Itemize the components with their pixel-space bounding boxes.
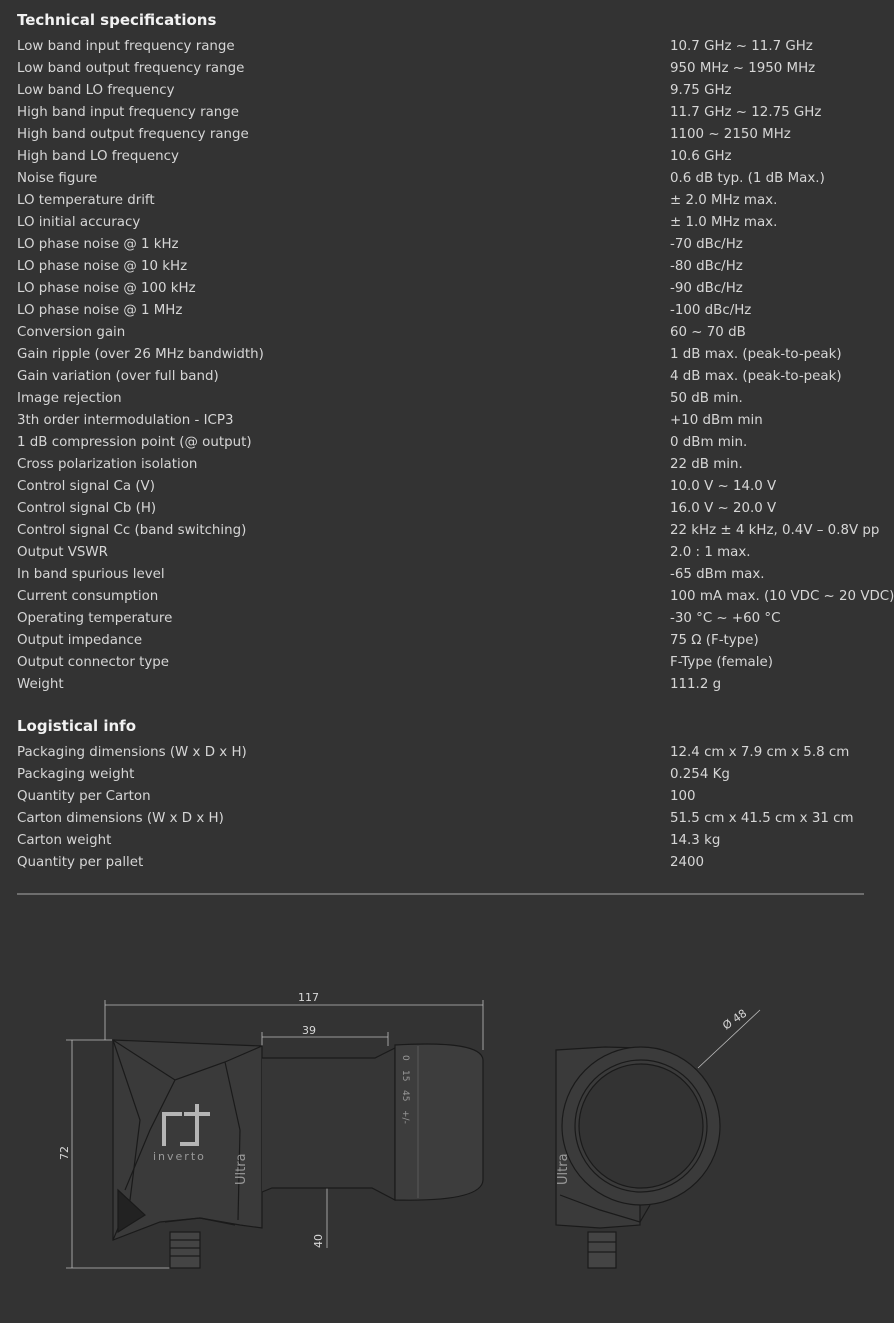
spec-value: 16.0 V ~ 20.0 V — [670, 501, 777, 516]
spec-label: Output VSWR — [17, 545, 108, 560]
spec-label: Conversion gain — [17, 325, 126, 340]
spec-row — [17, 432, 864, 454]
dim-body-label: 39 — [302, 1024, 316, 1037]
spec-value: ± 2.0 MHz max. — [670, 193, 778, 208]
spec-value: 4 dB max. (peak-to-peak) — [670, 369, 842, 384]
spec-value: -100 dBc/Hz — [670, 303, 752, 318]
spec-value: 11.7 GHz ~ 12.75 GHz — [670, 105, 822, 120]
spec-label: LO temperature drift — [17, 193, 155, 208]
spec-row — [17, 278, 864, 300]
spec-row — [17, 300, 864, 322]
spec-row — [17, 366, 864, 388]
spec-label: Gain ripple (over 26 MHz bandwidth) — [17, 347, 264, 362]
spec-value: 1100 ~ 2150 MHz — [670, 127, 791, 142]
spec-value: 0.6 dB typ. (1 dB Max.) — [670, 171, 825, 186]
spec-value: +10 dBm min — [670, 413, 763, 428]
spec-row — [17, 454, 864, 476]
spec-label: Cross polarization isolation — [17, 457, 198, 472]
spec-value: 2400 — [670, 855, 705, 870]
spec-label: Quantity per Carton — [17, 789, 151, 804]
spec-value: 0 dBm min. — [670, 435, 748, 450]
spec-row — [17, 498, 864, 520]
spec-value: 22 kHz ± 4 kHz, 0.4V – 0.8V pp — [670, 523, 880, 538]
technical-specifications-title: Technical specifications — [17, 11, 217, 29]
spec-label: Output impedance — [17, 633, 143, 648]
spec-label: Low band LO frequency — [17, 83, 175, 98]
spec-value: -80 dBc/Hz — [670, 259, 743, 274]
spec-label: Weight — [17, 677, 64, 692]
spec-label: LO initial accuracy — [17, 215, 141, 230]
lnb-technical-drawing — [0, 960, 864, 1323]
spec-label: Current consumption — [17, 589, 159, 604]
scale-mark-0: 0 — [400, 1055, 410, 1061]
spec-row — [17, 168, 864, 190]
spec-value: 51.5 cm x 41.5 cm x 31 cm — [670, 811, 854, 826]
spec-value: 9.75 GHz — [670, 83, 732, 98]
spec-row — [17, 146, 864, 168]
spec-row — [17, 190, 864, 212]
spec-row — [17, 542, 864, 564]
spec-label: Low band output frequency range — [17, 61, 245, 76]
dim-height-label: 72 — [58, 1146, 71, 1160]
spec-label: High band LO frequency — [17, 149, 179, 164]
dim-diameter-label: Ø 48 — [720, 1006, 750, 1033]
spec-label: Control signal Cc (band switching) — [17, 523, 247, 538]
spec-label: Noise figure — [17, 171, 98, 186]
spec-row — [17, 322, 864, 344]
brand-logo-text: inverto — [153, 1150, 206, 1163]
spec-label: Image rejection — [17, 391, 122, 406]
spec-label: Control signal Cb (H) — [17, 501, 157, 516]
spec-row — [17, 388, 864, 410]
spec-row — [17, 58, 864, 80]
scale-mark-15: 15 — [400, 1070, 410, 1082]
dim-total-width-label: 117 — [298, 991, 319, 1004]
spec-value: 1 dB max. (peak-to-peak) — [670, 347, 842, 362]
spec-row — [17, 80, 864, 102]
scale-mark-45: 45 — [400, 1090, 410, 1102]
spec-label: 1 dB compression point (@ output) — [17, 435, 252, 450]
spec-value: 10.7 GHz ~ 11.7 GHz — [670, 39, 813, 54]
spec-label: 3th order intermodulation - ICP3 — [17, 413, 234, 428]
dim-neck-label: 40 — [312, 1234, 325, 1248]
lnb-front-view — [556, 1047, 720, 1268]
spec-row — [17, 652, 864, 674]
spec-value: 14.3 kg — [670, 833, 721, 848]
spec-row — [17, 564, 864, 586]
spec-value: 950 MHz ~ 1950 MHz — [670, 61, 816, 76]
spec-value: -30 °C ~ +60 °C — [670, 611, 781, 626]
spec-row — [17, 476, 864, 498]
spec-label: In band spurious level — [17, 567, 165, 582]
spec-label: LO phase noise @ 1 MHz — [17, 303, 183, 318]
spec-value: 0.254 Kg — [670, 767, 730, 782]
spec-row — [17, 674, 864, 696]
spec-value: 100 mA max. (10 VDC ~ 20 VDC) — [670, 589, 894, 604]
spec-row — [17, 830, 864, 852]
product-name-text-front: Ultra — [556, 1153, 571, 1185]
spec-label: LO phase noise @ 10 kHz — [17, 259, 188, 274]
spec-row — [17, 520, 880, 542]
spec-label: Quantity per pallet — [17, 855, 144, 870]
spec-value: -90 dBc/Hz — [670, 281, 743, 296]
spec-value: 2.0 : 1 max. — [670, 545, 751, 560]
spec-value: 10.6 GHz — [670, 149, 732, 164]
spec-label: High band input frequency range — [17, 105, 240, 120]
logistical-info-title: Logistical info — [17, 717, 137, 735]
spec-label: Carton dimensions (W x D x H) — [17, 811, 224, 826]
spec-label: LO phase noise @ 1 kHz — [17, 237, 179, 252]
spec-row — [17, 608, 864, 630]
spec-value: 12.4 cm x 7.9 cm x 5.8 cm — [670, 745, 850, 760]
spec-value: ± 1.0 MHz max. — [670, 215, 778, 230]
spec-row — [17, 212, 864, 234]
spec-label: Output connector type — [17, 655, 170, 670]
spec-label: Operating temperature — [17, 611, 173, 626]
spec-value: 111.2 g — [670, 677, 722, 692]
spec-row — [17, 764, 864, 786]
scale-mark-pm: +/- — [400, 1110, 410, 1124]
spec-row — [17, 786, 864, 808]
spec-value: 10.0 V ~ 14.0 V — [670, 479, 777, 494]
spec-row — [17, 586, 894, 608]
spec-row — [17, 742, 864, 764]
spec-label: Packaging weight — [17, 767, 135, 782]
spec-row — [17, 410, 864, 432]
spec-label: LO phase noise @ 100 kHz — [17, 281, 196, 296]
spec-label: High band output frequency range — [17, 127, 249, 142]
spec-label: Low band input frequency range — [17, 39, 235, 54]
spec-value: 75 Ω (F-type) — [670, 633, 759, 648]
spec-value: 22 dB min. — [670, 457, 743, 472]
spec-value: -65 dBm max. — [670, 567, 765, 582]
spec-label: Control signal Ca (V) — [17, 479, 155, 494]
spec-row — [17, 852, 864, 874]
spec-row — [17, 344, 864, 366]
spec-row — [17, 630, 864, 652]
spec-row — [17, 36, 864, 58]
section-divider — [17, 893, 864, 895]
spec-label: Gain variation (over full band) — [17, 369, 219, 384]
spec-label: Packaging dimensions (W x D x H) — [17, 745, 247, 760]
spec-value: 100 — [670, 789, 696, 804]
spec-row — [17, 808, 864, 830]
spec-row — [17, 102, 864, 124]
spec-value: -70 dBc/Hz — [670, 237, 743, 252]
product-name-text: Ultra — [234, 1153, 249, 1185]
spec-row — [17, 124, 864, 146]
spec-row — [17, 234, 864, 256]
spec-row — [17, 256, 864, 278]
spec-value: 50 dB min. — [670, 391, 743, 406]
spec-value: 60 ~ 70 dB — [670, 325, 746, 340]
spec-value: F-Type (female) — [670, 655, 773, 670]
spec-label: Carton weight — [17, 833, 112, 848]
